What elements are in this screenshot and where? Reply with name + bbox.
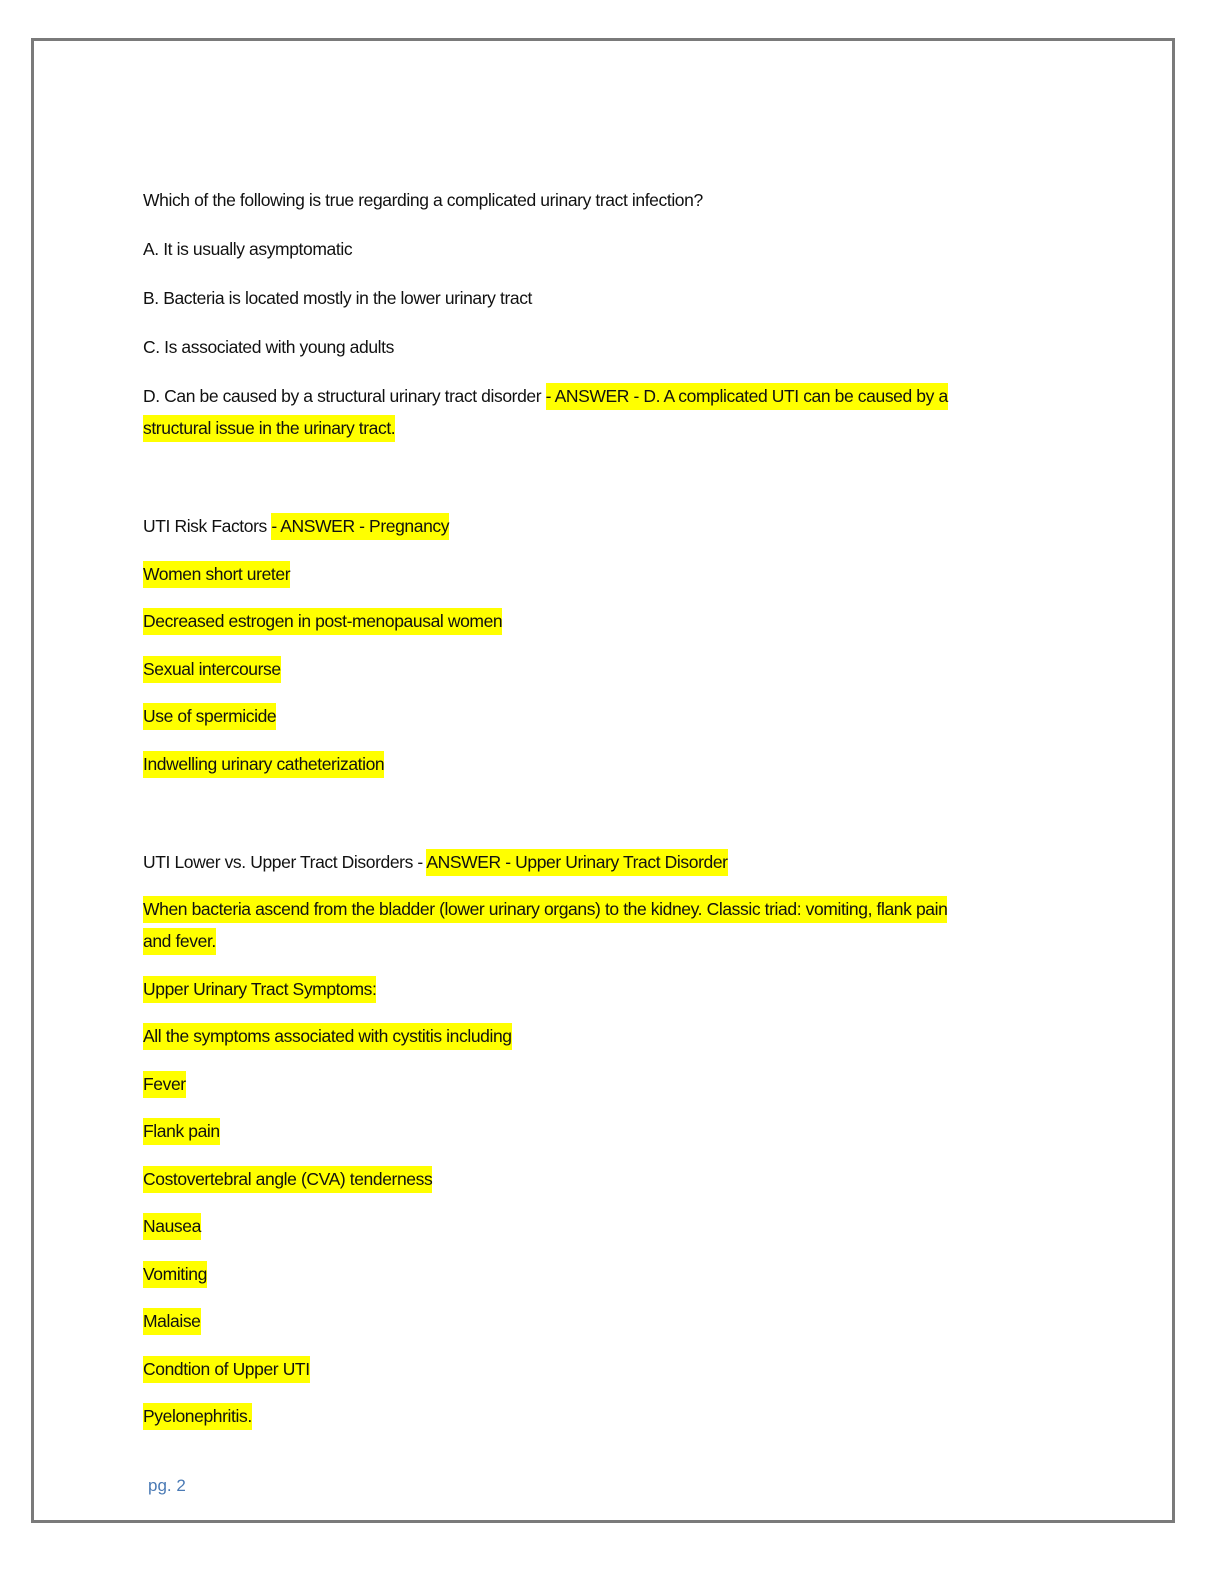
symptom-item — [143, 1215, 201, 1237]
risk-factor-item — [143, 563, 290, 585]
symptom-text: Costovertebral angle (CVA) tenderness — [143, 1166, 432, 1193]
symptom-text: Flank pain — [143, 1118, 220, 1145]
page-border — [31, 38, 1175, 1523]
symptom-item — [143, 1168, 432, 1190]
symptom-text: Pyelonephritis. — [143, 1403, 252, 1430]
option-a-text: A. It is usually asymptomatic — [143, 239, 353, 259]
answer-3-highlight: ANSWER - Upper Urinary Tract Disorder — [426, 849, 727, 876]
answer-2-highlight: - ANSWER - Pregnancy — [271, 513, 449, 540]
risk-factor-item — [143, 753, 384, 775]
option-b — [143, 287, 532, 309]
symptom-item — [143, 1405, 252, 1427]
option-c-text: C. Is associated with young adults — [143, 337, 394, 357]
risk-factor-text: Women short ureter — [143, 561, 290, 588]
risk-factor-text: Use of spermicide — [143, 703, 276, 730]
symptom-item — [143, 1358, 310, 1380]
symptom-text: Condtion of Upper UTI — [143, 1356, 310, 1383]
option-d-text: D. Can be caused by a structural urinary tract disorder — [143, 386, 546, 406]
answer-3-description-text: and fever. — [143, 928, 216, 955]
risk-factor-item — [143, 658, 281, 680]
answer-3-description-cont — [143, 930, 216, 952]
symptom-item — [143, 1310, 201, 1332]
symptom-text: Malaise — [143, 1308, 201, 1335]
risk-factor-text: Sexual intercourse — [143, 656, 281, 683]
question-2 — [143, 515, 449, 537]
answer-3-description-text: When bacteria ascend from the bladder (lower urinary organs) to the kidney. Classic triad: vomiting, flank pain — [143, 896, 947, 923]
symptom-text: Vomiting — [143, 1261, 207, 1288]
symptom-text: All the symptoms associated with cystitis including — [143, 1023, 512, 1050]
symptom-text: Fever — [143, 1071, 186, 1098]
symptom-item — [143, 1263, 207, 1285]
option-b-text: B. Bacteria is located mostly in the lower urinary tract — [143, 288, 533, 308]
symptom-item — [143, 1120, 220, 1142]
risk-factor-item — [143, 705, 276, 727]
symptom-item — [143, 1073, 186, 1095]
symptom-text: Upper Urinary Tract Symptoms: — [143, 976, 376, 1003]
answer-1-highlight: - ANSWER - D. A complicated UTI can be caused by a — [546, 383, 948, 410]
page-number: pg. 2 — [148, 1476, 186, 1495]
risk-factor-text: Indwelling urinary catheterization — [143, 751, 384, 778]
question-2-text: UTI Risk Factors — [143, 516, 272, 536]
answer-1-continued — [143, 417, 395, 439]
risk-factor-item — [143, 610, 502, 632]
answer-3-description — [143, 898, 947, 920]
symptom-text: Nausea — [143, 1213, 201, 1240]
question-1 — [143, 189, 703, 211]
symptom-item — [143, 978, 376, 1000]
symptom-item — [143, 1025, 512, 1047]
option-c — [143, 336, 394, 358]
answer-1-highlight-cont: structural issue in the urinary tract. — [143, 415, 395, 442]
option-d — [143, 385, 948, 407]
risk-factor-text: Decreased estrogen in post-menopausal women — [143, 608, 502, 635]
question-3 — [143, 851, 728, 873]
question-1-text: Which of the following is true regarding a complicated urinary tract infection? — [143, 190, 703, 210]
question-3-text: UTI Lower vs. Upper Tract Disorders - — [143, 852, 427, 872]
option-a — [143, 238, 352, 260]
